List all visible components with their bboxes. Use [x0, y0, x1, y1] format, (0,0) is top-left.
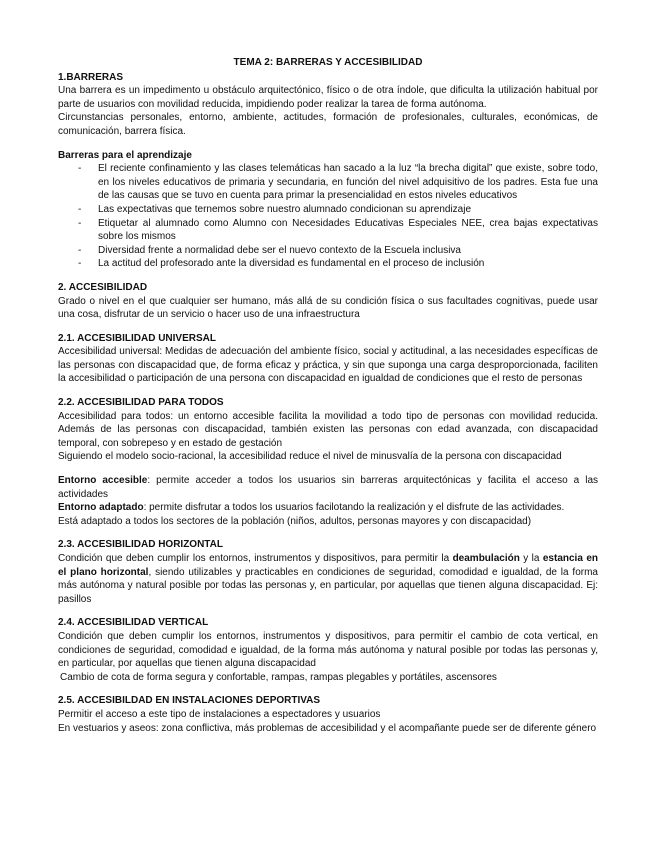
list-item — [58, 217, 598, 244]
list-item-text: Diversidad frente a normalidad debe ser el nuevo contexto de la Escuela inclusiva — [98, 244, 461, 256]
list-item — [58, 257, 598, 271]
list-item-text: La actitud del profesorado ante la diversidad es fundamental en el proceso de inclusión — [98, 258, 485, 270]
dash-bullet: - — [78, 203, 82, 215]
dash-bullet: - — [78, 258, 82, 270]
definition-text: : permite disfrutar a todos los usuarios facilotando la realización y el disfrute de las actividades. — [143, 502, 565, 514]
dash-bullet: - — [78, 244, 82, 256]
list-item — [58, 203, 598, 217]
paragraph: Accesibilidad para todos: un entorno accesible facilita la movilidad a todo tipo de personas con movilidad reducida. Además de las personas con discapacidad, también existen las personas con edad avanzada, con discapacidad temporal, con sobrepeso y en estado de gestación — [58, 410, 598, 449]
paragraph: Circunstancias personales, entorno, ambiente, actitudes, formación de profesionales, culturales, económicas, de comunicación, barrera física. — [58, 112, 598, 137]
entorno-accesible-paragraph — [58, 474, 598, 501]
dash-bullet: - — [78, 217, 82, 229]
text-run: , siendo utilizables y practicables en condiciones de seguridad, comodidad e igualdad, de la forma más autónoma y natural posible por todas las personas y, en particular, por aquellas que tienen alguna discapacidad. Ej: pasillos — [58, 566, 598, 605]
paragraph: Permitir el acceso a este tipo de instalaciones a espectadores y usuarios — [58, 708, 381, 720]
entorno-adaptado-paragraph — [58, 501, 598, 515]
list-item-text: El reciente confinamiento y las clases telemáticas han sacado a la luz “la brecha digital” que existe, sobre todo, en los niveles educativos de primaria y secundaria, en función del nivel adquisitivo de los padres. Esta fue una de las causas que se tuvo en cuenta para primar la presencialidad en estos niveles educativos — [98, 163, 598, 202]
paragraph: Cambio de cota de forma segura y confortable, rampas, rampas plegables y portátiles, ascensores — [60, 671, 497, 683]
section-heading-para-todos: 2.2. ACCESIBILIDAD PARA TODOS — [58, 397, 224, 409]
horizontal-paragraph — [58, 552, 598, 606]
list-item-text: Las expectativas que ternemos sobre nuestro alumnado condicionan su aprendizaje — [98, 203, 472, 215]
document-page — [58, 56, 598, 735]
term-estancia-plano-horizontal: estancia en el plano horizontal — [58, 553, 598, 578]
text-run: Condición que deben cumplir los entornos, instrumentos y dispositivos, para permitir la — [58, 553, 453, 564]
paragraph: Accesibilidad universal: Medidas de adecuación del ambiente físico, social y actitudinal, a las necesidades específicas de las personas con discapacidad que, de forma eficaz y práctica, y sin que suponga una carga desproporcionada, faciliten la accesibilidad o participación de una persona con discapacidad en igualdad de condiciones que el resto de personas — [58, 346, 598, 385]
list-item-text: Etiquetar al alumnado como Alumno con Necesidades Educativas Especiales NEE, crea bajas expectativas sobre los mismos — [98, 217, 598, 243]
section-heading-horizontal: 2.3. ACCESIBILIDAD HORIZONTAL — [58, 539, 224, 551]
definition-text: : permite acceder a todos los usuarios sin barreras arquitectónicas y facilita el acceso a las actividades — [58, 475, 598, 500]
list-item — [58, 244, 598, 258]
paragraph: Una barrera es un impedimento u obstáculo arquitectónico, físico o de otra índole, que dificulta la utilización habitual por parte de usuarios con movilidad reducida, impidiendo poder realizar la tarea de forma autónoma. — [58, 85, 598, 110]
subheading-barreras-aprendizaje: Barreras para el aprendizaje — [58, 149, 192, 161]
paragraph: En vestuarios y aseos: zona conflictiva, más problemas de accesibilidad y el acompañante puede ser de diferente género — [58, 722, 597, 734]
paragraph: Grado o nivel en el que cualquier ser humano, más allá de su condición física o sus facultades cognitivas, puede usar una cosa, disfrutar de un servicio o hacer uso de una infraestructura — [58, 295, 598, 321]
section-heading-universal: 2.1. ACCESIBILIDAD UNIVERSAL — [58, 332, 216, 344]
term-deambulacion: deambulación — [452, 553, 520, 564]
dash-bullet: - — [78, 163, 82, 175]
paragraph: Condición que deben cumplir los entornos, instrumentos y dispositivos, para permitir el cambio de cota vertical, en condiciones de seguridad, comodidad e igualdad, de la forma más autónoma y natural posible por todas las personas y, en particular, por aquellas que tienen alguna discapacidad — [58, 630, 598, 670]
section-heading-vertical: 2.4. ACCESIBILIDAD VERTICAL — [58, 617, 209, 629]
term-entorno-accesible: Entorno accesible — [58, 475, 148, 487]
text-run: y la — [519, 553, 543, 564]
paragraph: Está adaptado a todos los sectores de la población (niños, adultos, personas mayores y con discapacidad) — [58, 515, 532, 527]
section-heading-instalaciones-deportivas: 2.5. ACCESIBILDAD EN INSTALACIONES DEPORTIVAS — [58, 695, 321, 707]
term-entorno-adaptado: Entorno adaptado — [58, 502, 144, 514]
paragraph: Siguiendo el modelo socio-racional, la accesibilidad reduce el nivel de minusvalía de la persona con discapacidad — [58, 451, 562, 463]
list-item — [58, 162, 598, 203]
barreras-list — [58, 162, 598, 271]
section-heading-barreras: 1.BARRERAS — [58, 71, 124, 83]
section-heading-accesibilidad: 2. ACCESIBILIDAD — [58, 281, 148, 293]
document-title: TEMA 2: BARRERAS Y ACCESIBILIDAD — [233, 57, 423, 68]
